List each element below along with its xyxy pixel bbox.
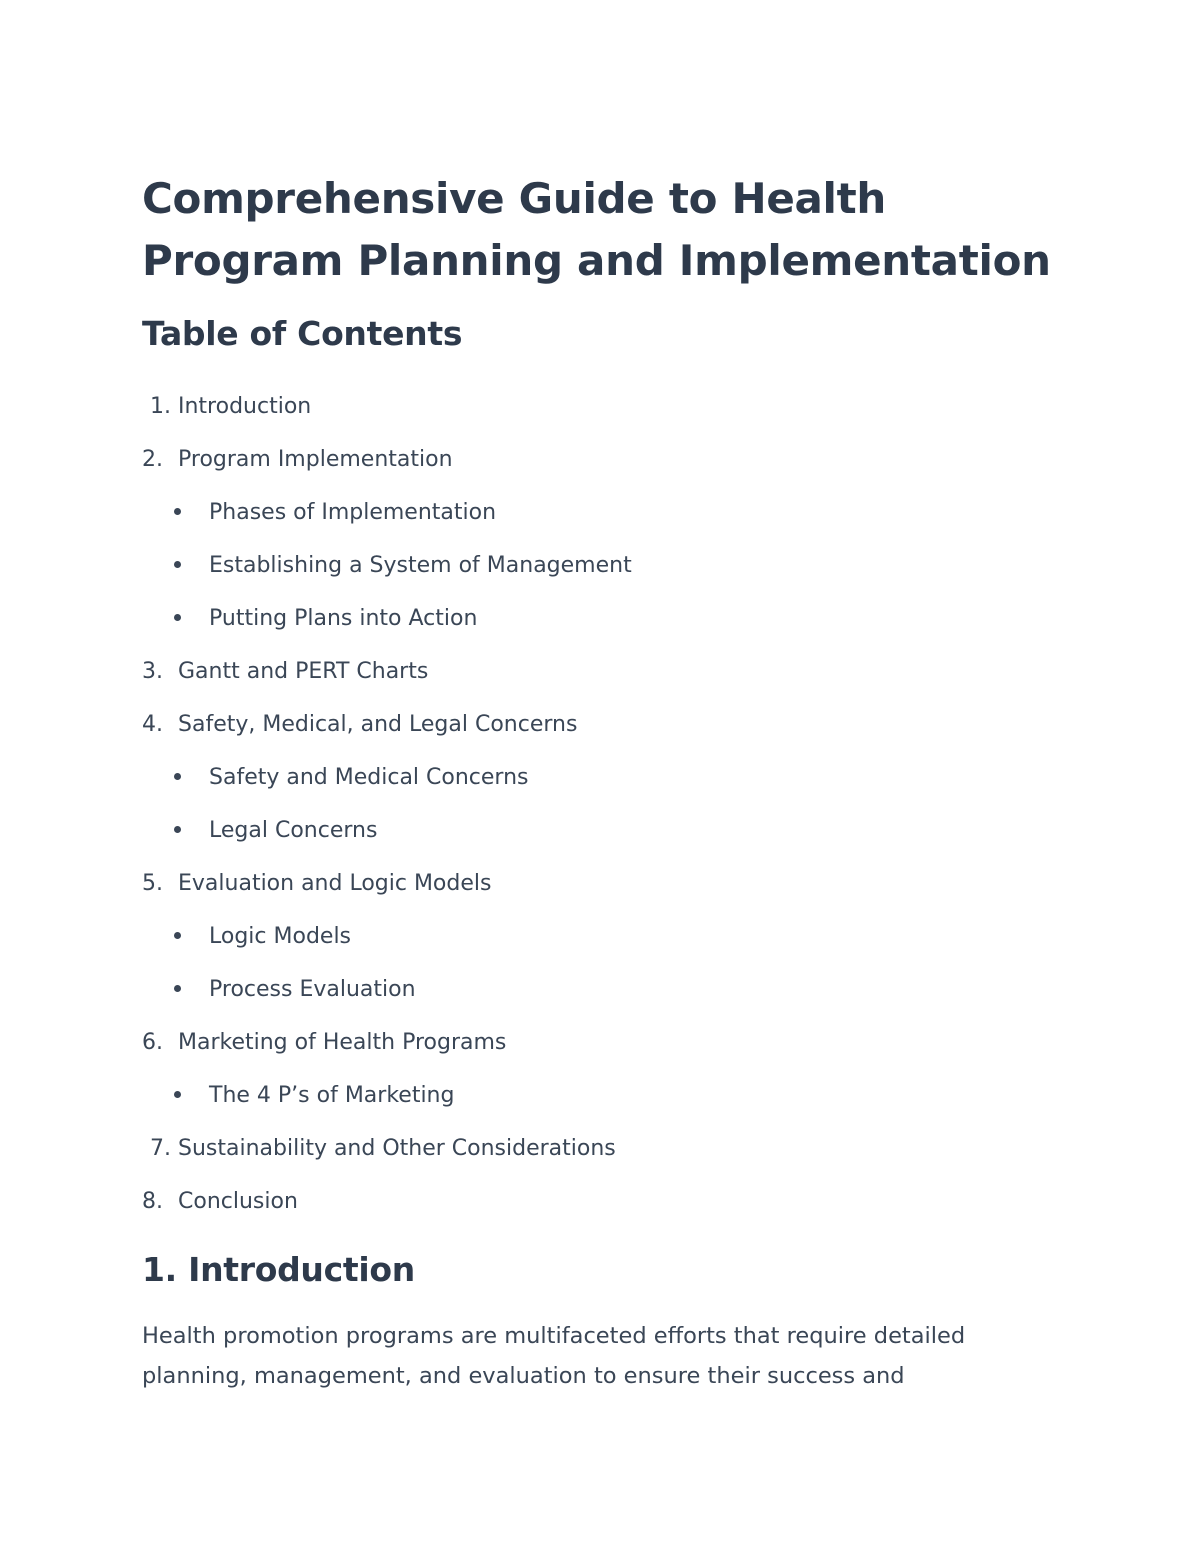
toc-item-evaluation-logic-models[interactable] (142, 857, 1062, 910)
toc-item-program-implementation[interactable] (142, 433, 1062, 486)
toc-item-label: Sustainability and Other Considerations (178, 1136, 616, 1161)
toc-subitem-label: Safety and Medical Concerns (209, 765, 529, 790)
toc-item-sustainability[interactable] (142, 1122, 1062, 1175)
toc-item-number: 6. (142, 1030, 163, 1055)
document-page (142, 168, 1062, 1396)
toc-item-number: 1. (150, 394, 171, 419)
toc-subitem-label: Process Evaluation (209, 977, 416, 1002)
toc-subitem-phases-of-implementation[interactable] (142, 486, 1062, 539)
toc-item-label: Conclusion (178, 1189, 298, 1214)
toc-item-number: 3. (142, 659, 163, 684)
toc-item-number: 2. (142, 447, 163, 472)
toc-item-number: 5. (142, 871, 163, 896)
toc-item-label: Marketing of Health Programs (178, 1030, 507, 1055)
toc-subitem-label: Establishing a System of Management (209, 553, 632, 578)
toc-item-marketing-health-programs[interactable] (142, 1016, 1062, 1069)
document-title-line-2: Program Planning and Implementation (142, 236, 1051, 285)
bullet-icon (174, 1091, 181, 1098)
toc-subitem-logic-models[interactable] (142, 910, 1062, 963)
toc-subitem-legal-concerns[interactable] (142, 804, 1062, 857)
bullet-icon (174, 614, 181, 621)
toc-subitem-label: Legal Concerns (209, 818, 378, 843)
introduction-paragraph (142, 1316, 1047, 1396)
introduction-line-1: Health promotion programs are multifaceted efforts that require detailed (142, 1323, 966, 1349)
toc-item-label: Safety, Medical, and Legal Concerns (178, 712, 578, 737)
document-title-line-1: Comprehensive Guide to Health (142, 174, 887, 223)
toc-item-label: Program Implementation (178, 447, 453, 472)
toc-subitem-label: Putting Plans into Action (209, 606, 478, 631)
introduction-line-2: planning, management, and evaluation to ensure their success and (142, 1363, 905, 1389)
toc-subitem-label: Phases of Implementation (209, 500, 497, 525)
toc-subitem-safety-medical-concerns[interactable] (142, 751, 1062, 804)
bullet-icon (174, 773, 181, 780)
bullet-icon (174, 561, 181, 568)
toc-item-gantt-pert-charts[interactable] (142, 645, 1062, 698)
toc-item-conclusion[interactable] (142, 1175, 1062, 1228)
toc-item-label: Introduction (178, 394, 312, 419)
toc-item-label: Gantt and PERT Charts (178, 659, 429, 684)
toc-subitem-4ps-marketing[interactable] (142, 1069, 1062, 1122)
toc-item-number: 7. (150, 1136, 171, 1161)
toc-item-number: 4. (142, 712, 163, 737)
toc-subitem-label: Logic Models (209, 924, 352, 949)
bullet-icon (174, 985, 181, 992)
document-title (142, 168, 1062, 292)
toc-subitem-label: The 4 P’s of Marketing (209, 1083, 455, 1108)
toc-subitem-plans-into-action[interactable] (142, 592, 1062, 645)
toc-item-label: Evaluation and Logic Models (178, 871, 492, 896)
toc-subitem-system-of-management[interactable] (142, 539, 1062, 592)
toc-item-number: 8. (142, 1189, 163, 1214)
section-heading-introduction: 1. Introduction (142, 1250, 415, 1289)
bullet-icon (174, 508, 181, 515)
toc-item-safety-medical-legal[interactable] (142, 698, 1062, 751)
bullet-icon (174, 932, 181, 939)
toc-item-introduction[interactable] (142, 380, 1062, 433)
table-of-contents (142, 380, 1062, 1228)
bullet-icon (174, 826, 181, 833)
toc-subitem-process-evaluation[interactable] (142, 963, 1062, 1016)
toc-heading: Table of Contents (142, 314, 463, 353)
